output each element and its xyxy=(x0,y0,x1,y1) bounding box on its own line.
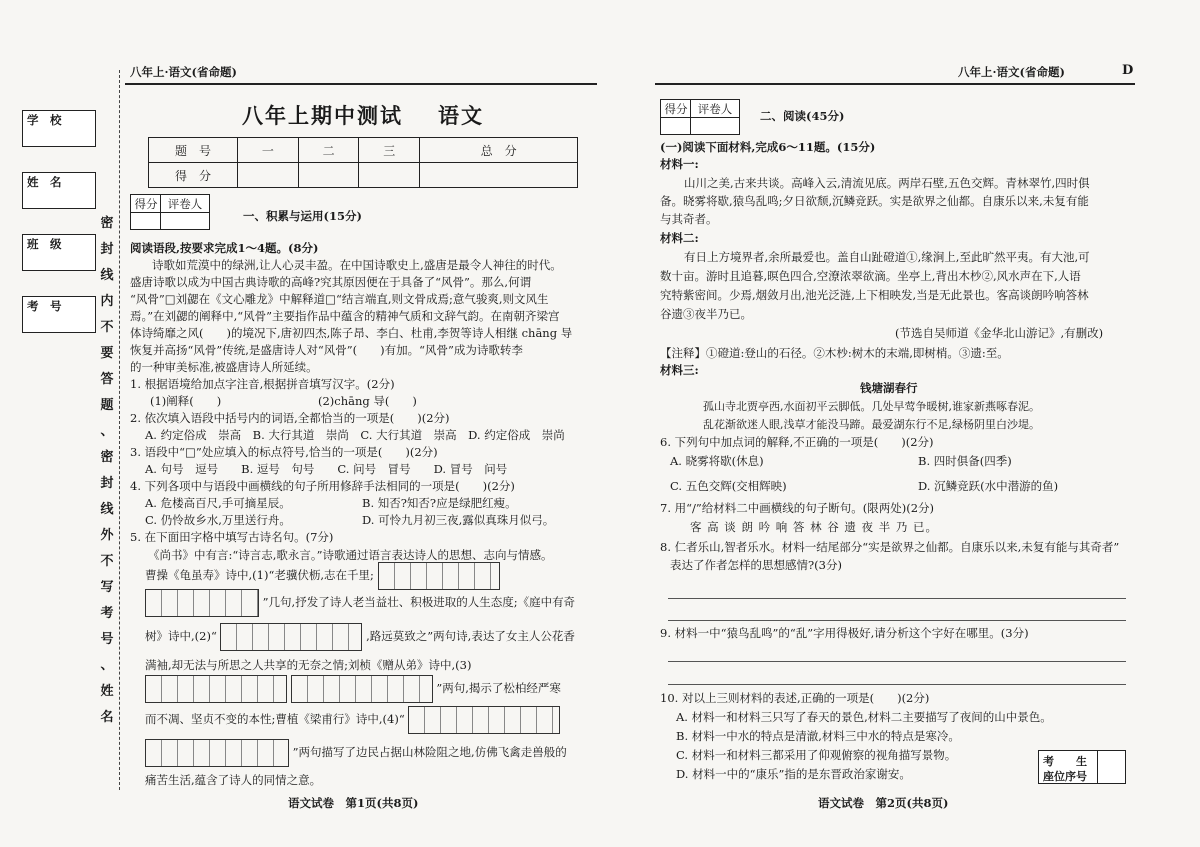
section1-title: 一、积累与运用(15分) xyxy=(243,209,362,223)
passage-line: 诗歌如荒漠中的绿洲,让人心灵丰盈。在中国诗歌史上,盛唐是最令人神往的时代。 xyxy=(152,258,562,272)
scorer-score-input[interactable] xyxy=(660,117,692,135)
poem-answer-grid[interactable] xyxy=(145,589,259,617)
score-row-label: 得 分 xyxy=(149,163,238,188)
question-4-option-d[interactable]: D. 可怜九月初三夜,露似真珠月似弓。 xyxy=(362,513,555,527)
poem-answer-grid[interactable] xyxy=(145,675,287,703)
question-2-options[interactable]: A. 约定俗成 崇高 B. 大行其道 崇尚 C. 大行其道 崇高 D. 约定俗成 崇尚 xyxy=(145,428,565,442)
seal-char: 不 xyxy=(100,320,114,335)
question-10-option-c[interactable]: C. 材料一和材料三都采用了仰观俯察的视角描写景物。 xyxy=(676,748,957,762)
seat-label-2: 座位序号 xyxy=(1043,770,1087,783)
scorer-name-input[interactable] xyxy=(690,117,740,135)
poem-line-8: 痛苦生活,蕴含了诗人的同情之意。 xyxy=(145,773,322,787)
exam-subject: 语文 xyxy=(438,103,484,128)
poem-line-2 xyxy=(145,588,575,617)
scorer-score-input[interactable] xyxy=(130,212,162,230)
seal-char: 内 xyxy=(100,294,114,309)
answer-line[interactable] xyxy=(668,598,1126,599)
seal-char: 线 xyxy=(100,268,114,283)
poem-line-2-text: ”几句,抒发了诗人老当益壮、积极进取的人生态度;《庭中有奇 xyxy=(262,595,576,609)
exam-number-field[interactable] xyxy=(22,296,96,333)
score-header-cell: 总 分 xyxy=(420,138,578,163)
question-7-sentence[interactable]: 客 高 谈 朗 吟 响 答 林 谷 遗 夜 半 乃 已。 xyxy=(690,520,939,534)
poem-line-7 xyxy=(145,738,567,767)
material-2-label: 材料二: xyxy=(660,231,699,245)
seal-char: 姓 xyxy=(100,684,114,699)
exam-title: 八年上期中测试 xyxy=(242,103,403,128)
question-3: 3. 语段中“□”处应填入的标点符号,恰当的一项是( )(2分) xyxy=(130,445,438,459)
question-6-option-b[interactable]: B. 四时俱备(四季) xyxy=(918,454,1012,468)
seat-divider xyxy=(1097,751,1098,783)
seal-char: 外 xyxy=(100,528,114,543)
seal-char: 线 xyxy=(100,502,114,517)
version-label: D xyxy=(1122,63,1134,78)
seal-char: 、 xyxy=(100,658,114,673)
poem-title: 钱塘湖春行 xyxy=(860,381,918,395)
score-header-cell: 三 xyxy=(359,138,420,163)
question-8: 8. 仁者乐山,智者乐水。材料一结尾部分“实是欲界之仙都。自康乐以来,未复有能与其奇者” xyxy=(660,540,1120,554)
poem-line-1-text: 曹操《龟虽寿》诗中,(1)“老骥伏枥,志在千里; xyxy=(145,568,374,582)
poem-line-5 xyxy=(145,674,561,703)
score-header-row xyxy=(149,138,578,163)
poem-answer-grid[interactable] xyxy=(145,739,289,767)
score-input[interactable] xyxy=(298,163,359,188)
passage-line: “风骨”□刘勰在《文心雕龙》中解释道□“结言端直,则文骨成焉;意气骏爽,则文风生 xyxy=(130,292,549,306)
scorer-score-label: 得分 xyxy=(660,99,692,119)
seal-char: 答 xyxy=(100,372,114,387)
reading-part1-intro: (一)阅读下面材料,完成6～11题。(15分) xyxy=(660,140,876,154)
score-input[interactable] xyxy=(238,163,299,188)
question-4-option-a[interactable]: A. 危楼高百尺,手可摘星辰。 xyxy=(145,496,291,510)
seal-char: 密 xyxy=(100,450,114,465)
question-4-option-c[interactable]: C. 仍怜故乡水,万里送行舟。 xyxy=(145,513,291,527)
annotation-notes: 【注释】①磴道:登山的石径。②木杪:树木的末端,即树梢。③遗:至。 xyxy=(660,346,1009,360)
page2-header: 八年上·语文(省命题) xyxy=(958,65,1065,79)
passage-line: 的一种审美标准,被盛唐诗人所延续。 xyxy=(130,360,318,374)
poem-answer-grid[interactable] xyxy=(378,562,500,590)
poem-line-6 xyxy=(145,705,560,734)
poem-answer-grid[interactable] xyxy=(291,675,433,703)
poem-answer-grid[interactable] xyxy=(220,623,362,651)
passage-line: 恢复并高扬“风骨”传统,是盛唐诗人对“风骨”( )有加。“风骨”成为诗歌转李 xyxy=(130,343,523,357)
material-1-line: 备。晓雾将歇,猿鸟乱鸣;夕日欲颓,沉鳞竞跃。实是欲界之仙都。自康乐以来,未复有能 xyxy=(660,194,1089,208)
poem-line-1 xyxy=(145,561,500,590)
score-table xyxy=(148,137,578,188)
poem-line-4: 满袖,却无法与所思之人共享的无奈之情;刘桢《赠从弟》诗中,(3) xyxy=(145,658,472,672)
seal-char: 封 xyxy=(100,476,114,491)
seat-label-1: 考 生 xyxy=(1043,755,1087,768)
poem-couplet: 孤山寺北贾亭西,水面初平云脚低。几处早莺争暖树,谁家新燕啄春泥。 xyxy=(703,400,1040,413)
score-value-row xyxy=(149,163,578,188)
header-rule xyxy=(125,83,597,85)
section2-title: 二、阅读(45分) xyxy=(760,109,845,123)
question-4-option-b[interactable]: B. 知否?知否?应是绿肥红瘦。 xyxy=(362,496,517,510)
score-input[interactable] xyxy=(420,163,578,188)
material-1-line: 与其奇者。 xyxy=(660,212,718,226)
scorer-score-label: 得分 xyxy=(130,194,162,214)
seal-char: 、 xyxy=(100,424,114,439)
class-field[interactable] xyxy=(22,234,96,271)
question-1-part-a[interactable]: (1)阐释( ) xyxy=(150,394,222,408)
poem-line-6-text: 而不凋、坚贞不变的本性;曹植《梁甫行》诗中,(4)“ xyxy=(145,712,405,726)
question-9: 9. 材料一中“猿鸟乱鸣”的“乱”字用得极好,请分析这个字好在哪里。(3分) xyxy=(660,626,1029,640)
poem-answer-grid[interactable] xyxy=(408,706,560,734)
question-5: 5. 在下面田字格中填写古诗名句。(7分) xyxy=(130,530,334,544)
material-1-label: 材料一: xyxy=(660,157,699,171)
question-1: 1. 根据语境给加点字注音,根据拼音填写汉字。(2分) xyxy=(130,377,395,391)
material-3-label: 材料三: xyxy=(660,363,699,377)
class-label: 班 级 xyxy=(27,237,62,251)
question-2: 2. 依次填入语段中括号内的词语,全都恰当的一项是( )(2分) xyxy=(130,411,450,425)
scorer-name-label: 评卷人 xyxy=(160,194,210,214)
seal-char: 不 xyxy=(100,554,114,569)
page1-header: 八年上·语文(省命题) xyxy=(130,65,237,79)
material-2-line: 谷遗③夜半乃已。 xyxy=(660,307,752,321)
name-label: 姓 名 xyxy=(27,175,62,189)
scorer-name-label: 评卷人 xyxy=(690,99,740,119)
seal-char: 密 xyxy=(100,216,114,231)
score-header-cell: 题 号 xyxy=(149,138,238,163)
question-10-option-a[interactable]: A. 材料一和材料三只写了春天的景色,材料二主要描写了夜间的山中景色。 xyxy=(676,710,1052,724)
seal-char: 要 xyxy=(100,346,114,361)
material-2-source: (节选自吴师道《金华北山游记》,有删改) xyxy=(895,326,1104,340)
exam-number-label: 考 号 xyxy=(27,299,62,313)
poem-line-3-rest: ,路远莫致之”两句诗,表达了女主人公花香 xyxy=(366,629,575,643)
answer-line[interactable] xyxy=(668,684,1126,685)
name-field[interactable] xyxy=(22,172,96,209)
seal-char: 名 xyxy=(100,710,114,725)
material-1-line: 山川之美,古来共谈。高峰入云,清流见底。两岸石壁,五色交辉。青林翠竹,四时俱 xyxy=(684,176,1090,190)
seal-line xyxy=(119,70,121,790)
score-header-cell: 一 xyxy=(238,138,299,163)
seal-char: 考 xyxy=(100,606,114,621)
question-10: 10. 对以上三则材料的表述,正确的一项是( )(2分) xyxy=(660,691,930,705)
scorer-name-input[interactable] xyxy=(160,212,210,230)
seal-char: 封 xyxy=(100,242,114,257)
question-10-option-d[interactable]: D. 材料一中的“康乐”指的是东晋政治家谢安。 xyxy=(676,767,911,781)
answer-line[interactable] xyxy=(668,661,1126,662)
question-6-option-d[interactable]: D. 沉鳞竞跃(水中潜游的鱼) xyxy=(918,479,1059,493)
poem-line-7-text: ”两句描写了边民占据山林险阻之地,仿佛飞禽走兽般的 xyxy=(292,745,567,759)
question-10-option-b[interactable]: B. 材料一中水的特点是清澈,材料三中水的特点是寒冷。 xyxy=(676,729,960,743)
answer-line[interactable] xyxy=(668,620,1126,621)
question-6: 6. 下列句中加点词的解释,不正确的一项是( )(2分) xyxy=(660,435,934,449)
poem-line-3-text: 树》诗中,(2)“ xyxy=(145,629,217,643)
header-rule xyxy=(655,83,1135,85)
passage-line: 盛唐诗歌以成为中国古典诗歌的高峰?究其原因便在于具备了“风骨”。那么,何谓 xyxy=(130,275,532,289)
seal-char: 写 xyxy=(100,580,114,595)
question-8-cont: 表达了作者怎样的思想感情?(3分) xyxy=(670,558,842,572)
material-2-line: 数十亩。游时且追暮,暝色四合,空潦浓翠欲滴。坐亭上,背出木杪②,风水声在下,人语 xyxy=(660,269,1081,283)
passage-line: 体诗绮靡之风( )的境况下,唐初四杰,陈子昂、李白、杜甫,李贺等诗人相继 chāng 导 xyxy=(130,326,573,340)
poem-couplet: 乱花渐欲迷人眼,浅草才能没马蹄。最爱湖东行不足,绿杨阴里白沙堤。 xyxy=(703,418,1040,431)
school-field[interactable] xyxy=(22,110,96,147)
question-5-intro: 《尚书》中有言:“诗言志,歌永言。”诗歌通过语言表达诗人的思想、志向与情感。 xyxy=(148,548,553,562)
seal-char: 题 xyxy=(100,398,114,413)
page2-footer: 语文试卷 第2页(共8页) xyxy=(818,796,949,810)
question-6-option-c[interactable]: C. 五色交辉(交相辉映) xyxy=(670,479,787,493)
seal-char: 号 xyxy=(100,632,114,647)
passage-line: 焉。”在刘勰的阐释中,“风骨”主要指作品中蕴含的精神气质和文辞气韵。在南朝齐梁宫 xyxy=(130,309,560,323)
seat-number-box[interactable] xyxy=(1038,750,1126,784)
poem-line-3 xyxy=(145,622,575,651)
score-input[interactable] xyxy=(359,163,420,188)
reading-intro: 阅读语段,按要求完成1～4题。(8分) xyxy=(130,241,319,255)
page1-footer: 语文试卷 第1页(共8页) xyxy=(288,796,419,810)
score-header-cell: 二 xyxy=(298,138,359,163)
poem-line-5-text: ”两句,揭示了松柏经严寒 xyxy=(436,681,561,695)
question-6-option-a[interactable]: A. 晓雾将歇(休息) xyxy=(670,454,764,468)
question-1-part-b[interactable]: (2)chāng 导( ) xyxy=(318,394,417,408)
school-label: 学 校 xyxy=(27,113,62,127)
material-2-line: 究特紫密间。少焉,烟敛月出,池光泛涟,上下相映发,当是无此景也。客高谈朗吟响答林 xyxy=(660,288,1089,302)
material-2-line: 有日上方境界者,余所最爱也。盖自山趾磴道①,缘涧上,至此旷然平夷。有大池,可 xyxy=(684,250,1090,264)
question-3-options[interactable]: A. 句号 逗号 B. 逗号 句号 C. 问号 冒号 D. 冒号 问号 xyxy=(145,462,508,476)
question-4: 4. 下列各项中与语段中画横线的句子所用修辞手法相同的一项是( )(2分) xyxy=(130,479,515,493)
question-7: 7. 用“/”给材料二中画横线的句子断句。(限两处)(2分) xyxy=(660,501,935,515)
